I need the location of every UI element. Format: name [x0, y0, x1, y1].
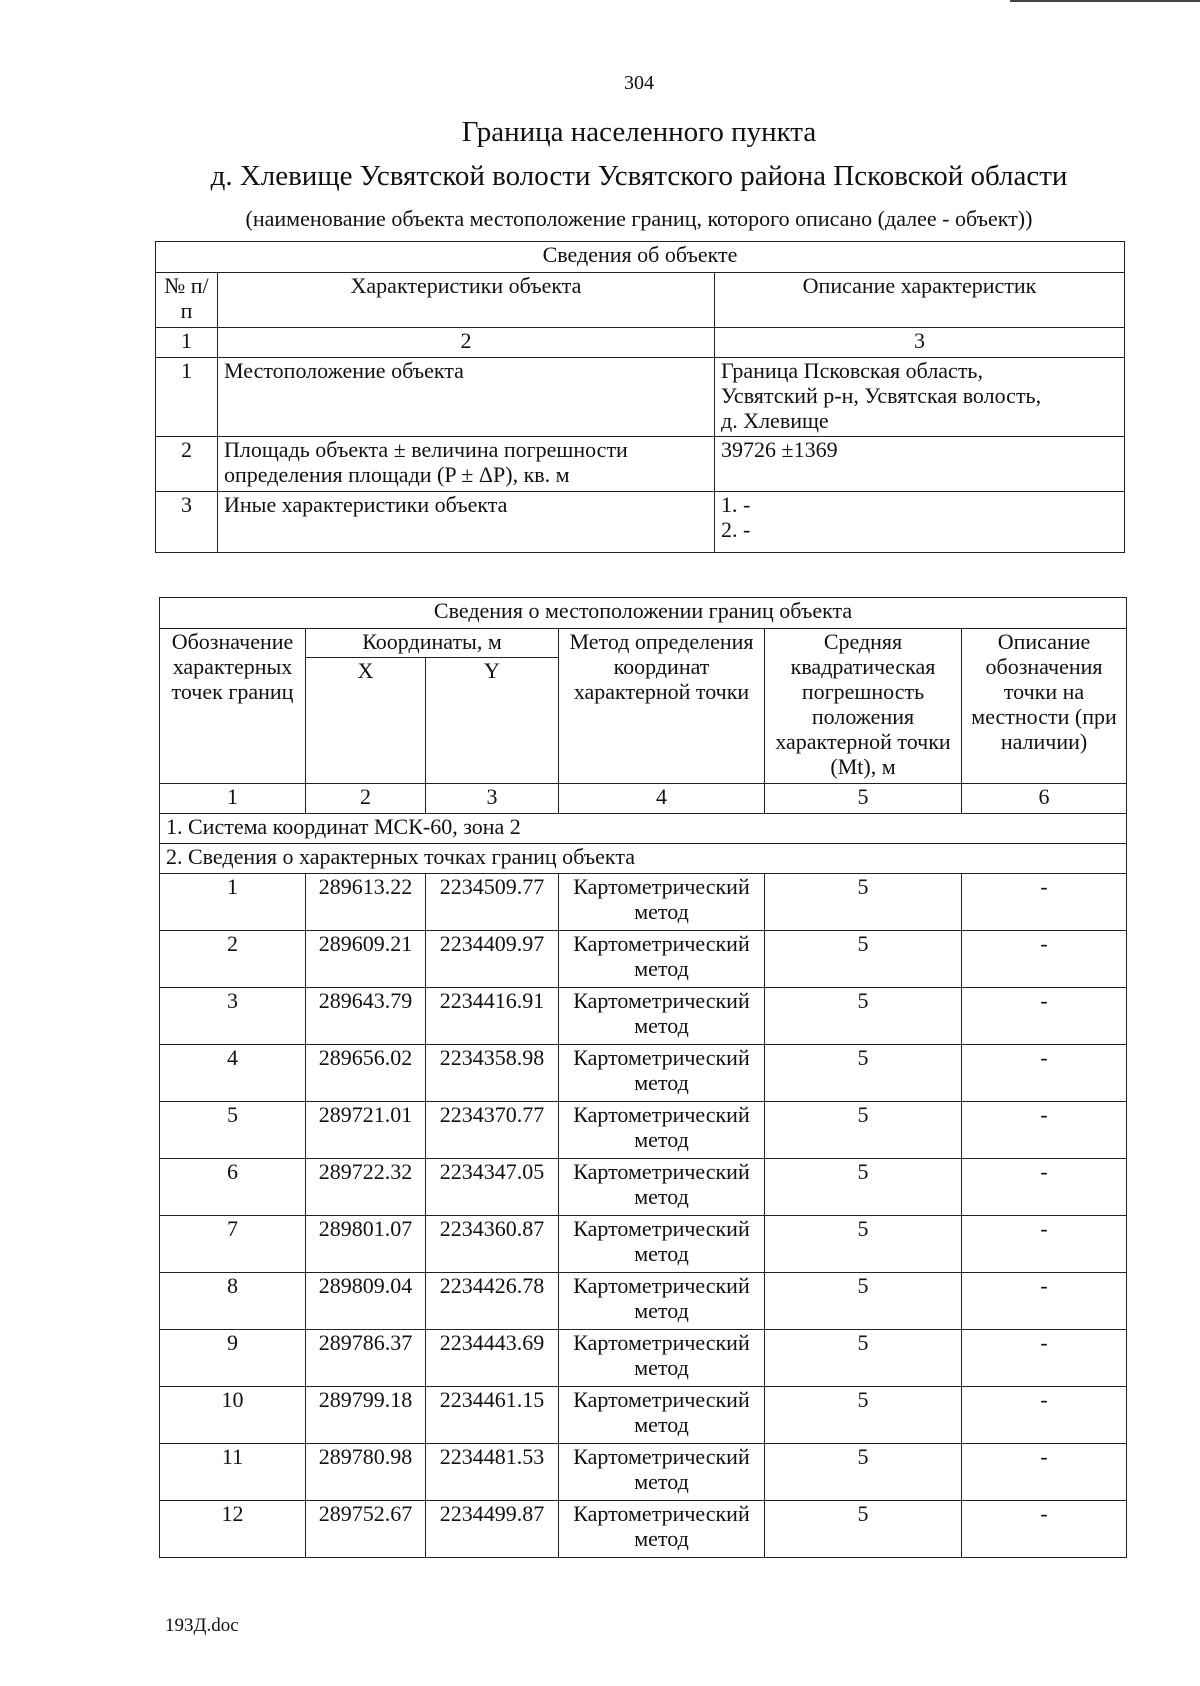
row-name: Иные характеристики объекта	[218, 492, 715, 553]
header-points: Обозначение характерных точек границ	[160, 629, 306, 784]
point-description: -	[962, 931, 1127, 988]
method-line: Картометрический	[573, 1330, 750, 1355]
point-number: 5	[160, 1102, 306, 1159]
error-value: 5	[765, 1387, 962, 1444]
description-line: 1. -	[721, 492, 751, 517]
table-row	[160, 1501, 1127, 1558]
point-description: -	[962, 1216, 1127, 1273]
error-value: 5	[765, 1045, 962, 1102]
method-line: Картометрический	[573, 1045, 750, 1070]
method-line: Картометрический	[573, 1159, 750, 1184]
coord-y: 2234360.87	[426, 1216, 559, 1273]
table-row	[160, 1387, 1127, 1444]
method-line: Картометрический	[573, 1501, 750, 1526]
point-description: -	[962, 988, 1127, 1045]
method	[559, 1045, 765, 1102]
description-line: д. Хлевище	[721, 408, 829, 433]
col-number: 4	[559, 784, 765, 814]
col-number: 2	[218, 328, 715, 358]
point-number: 12	[160, 1501, 306, 1558]
header-description: Описание характеристик	[715, 273, 1125, 328]
method-line: метод	[634, 1412, 689, 1437]
row-name: Местоположение объекта	[218, 358, 715, 437]
coord-x: 289643.79	[306, 988, 426, 1045]
point-description: -	[962, 1102, 1127, 1159]
method-line: метод	[634, 1355, 689, 1380]
coord-x: 289609.21	[306, 931, 426, 988]
table-row	[160, 1102, 1127, 1159]
table-row	[160, 1216, 1127, 1273]
point-number: 8	[160, 1273, 306, 1330]
table-row	[160, 1330, 1127, 1387]
header-error: Средняя квадратическая погрешность положения характерной точки (Mt), м	[765, 629, 962, 784]
row-num: 1	[156, 358, 218, 437]
point-number: 1	[160, 874, 306, 931]
object-table-caption: Сведения об объекте	[156, 242, 1125, 273]
table-row	[160, 1273, 1127, 1330]
coord-y: 2234443.69	[426, 1330, 559, 1387]
point-description: -	[962, 1159, 1127, 1216]
method	[559, 1159, 765, 1216]
error-value: 5	[765, 1216, 962, 1273]
method-line: метод	[634, 956, 689, 981]
coord-x: 289613.22	[306, 874, 426, 931]
description-line: 2. -	[721, 517, 751, 542]
method	[559, 1273, 765, 1330]
coord-y: 2234358.98	[426, 1045, 559, 1102]
method-line: метод	[634, 899, 689, 924]
method	[559, 874, 765, 931]
method	[559, 931, 765, 988]
row-name	[218, 437, 715, 492]
point-number: 10	[160, 1387, 306, 1444]
method	[559, 1501, 765, 1558]
coord-x: 289722.32	[306, 1159, 426, 1216]
point-description: -	[962, 1501, 1127, 1558]
section-coordinate-system: 1. Система координат МСК-60, зона 2	[160, 814, 1127, 844]
document-subtitle: (наименование объекта местоположение границ, которого описано (далее - объект))	[245, 206, 1033, 231]
coord-y: 2234409.97	[426, 931, 559, 988]
method	[559, 1102, 765, 1159]
coord-y: 2234499.87	[426, 1501, 559, 1558]
header-x: X	[306, 658, 426, 784]
description-line: Усвятский р-н, Усвятская волость,	[721, 383, 1042, 408]
header-y: Y	[426, 658, 559, 784]
error-value: 5	[765, 1444, 962, 1501]
row-num: 3	[156, 492, 218, 553]
scan-edge-line	[1010, 0, 1200, 2]
col-number: 1	[156, 328, 218, 358]
row-description	[715, 358, 1125, 437]
point-number: 2	[160, 931, 306, 988]
coord-x: 289809.04	[306, 1273, 426, 1330]
col-number: 2	[306, 784, 426, 814]
point-number: 6	[160, 1159, 306, 1216]
method-line: Картометрический	[573, 1102, 750, 1127]
row-description: 39726 ±1369	[715, 437, 1125, 492]
method-line: метод	[634, 1070, 689, 1095]
table-row	[160, 1444, 1127, 1501]
method-line: метод	[634, 1184, 689, 1209]
col-number: 1	[160, 784, 306, 814]
method-line: Картометрический	[573, 874, 750, 899]
col-number: 5	[765, 784, 962, 814]
method-line: метод	[634, 1013, 689, 1038]
method-line: метод	[634, 1127, 689, 1152]
point-description: -	[962, 874, 1127, 931]
method	[559, 1216, 765, 1273]
name-line: Площадь объекта ± величина погрешности	[224, 437, 628, 462]
method	[559, 1444, 765, 1501]
col-number: 3	[715, 328, 1125, 358]
page-number: 304	[624, 72, 654, 94]
method-line: Картометрический	[573, 1273, 750, 1298]
method-line: метод	[634, 1526, 689, 1551]
point-number: 3	[160, 988, 306, 1045]
description-line: Граница Псковская область,	[721, 358, 983, 383]
coord-x: 289799.18	[306, 1387, 426, 1444]
error-value: 5	[765, 874, 962, 931]
point-description: -	[962, 1330, 1127, 1387]
section-points-info: 2. Сведения о характерных точках границ объекта	[160, 844, 1127, 874]
error-value: 5	[765, 931, 962, 988]
col-number: 6	[962, 784, 1127, 814]
object-info-table	[155, 241, 1125, 553]
coord-y: 2234481.53	[426, 1444, 559, 1501]
coord-x: 289801.07	[306, 1216, 426, 1273]
method	[559, 988, 765, 1045]
point-number: 4	[160, 1045, 306, 1102]
method	[559, 1387, 765, 1444]
error-value: 5	[765, 1273, 962, 1330]
point-number: 9	[160, 1330, 306, 1387]
method-line: метод	[634, 1298, 689, 1323]
coord-x: 289786.37	[306, 1330, 426, 1387]
coord-y: 2234370.77	[426, 1102, 559, 1159]
coord-y: 2234509.77	[426, 874, 559, 931]
method-line: Картометрический	[573, 1387, 750, 1412]
method-line: Картометрический	[573, 1444, 750, 1469]
coord-x: 289656.02	[306, 1045, 426, 1102]
method-line: Картометрический	[573, 931, 750, 956]
error-value: 5	[765, 1102, 962, 1159]
boundary-table-caption: Сведения о местоположении границ объекта	[160, 598, 1127, 629]
point-description: -	[962, 1273, 1127, 1330]
header-method: Метод определения координат характерной точки	[559, 629, 765, 784]
point-number: 7	[160, 1216, 306, 1273]
coord-x: 289752.67	[306, 1501, 426, 1558]
coord-x: 289780.98	[306, 1444, 426, 1501]
row-num: 2	[156, 437, 218, 492]
method	[559, 1330, 765, 1387]
name-line: определения площади (P ± ΔP), кв. м	[224, 462, 570, 487]
point-number: 11	[160, 1444, 306, 1501]
method-line: метод	[634, 1241, 689, 1266]
coord-y: 2234416.91	[426, 988, 559, 1045]
table-row	[160, 931, 1127, 988]
coord-y: 2234426.78	[426, 1273, 559, 1330]
point-description: -	[962, 1444, 1127, 1501]
table-row	[160, 1045, 1127, 1102]
error-value: 5	[765, 1501, 962, 1558]
table-row	[160, 988, 1127, 1045]
document-title: Граница населенного пункта	[461, 116, 817, 148]
header-characteristic: Характеристики объекта	[218, 273, 715, 328]
point-description: -	[962, 1045, 1127, 1102]
col-number: 3	[426, 784, 559, 814]
error-value: 5	[765, 988, 962, 1045]
method-line: Картометрический	[573, 988, 750, 1013]
header-point-description: Описание обозначения точки на местности (при наличии)	[962, 629, 1127, 784]
boundary-coordinates-table	[159, 597, 1127, 1558]
header-coordinates: Координаты, м	[306, 629, 559, 658]
footer-filename: 193Д.doc	[165, 1615, 239, 1636]
error-value: 5	[765, 1330, 962, 1387]
coord-y: 2234347.05	[426, 1159, 559, 1216]
point-description: -	[962, 1387, 1127, 1444]
points-body	[160, 874, 1127, 1558]
error-value: 5	[765, 1159, 962, 1216]
method-line: Картометрический	[573, 1216, 750, 1241]
row-description	[715, 492, 1125, 553]
table-row	[160, 1159, 1127, 1216]
method-line: метод	[634, 1469, 689, 1494]
coord-y: 2234461.15	[426, 1387, 559, 1444]
document-subject: д. Хлевище Усвятской волости Усвятского района Псковской области	[210, 160, 1068, 192]
header-num: № п/п	[156, 273, 218, 328]
table-row	[160, 874, 1127, 931]
coord-x: 289721.01	[306, 1102, 426, 1159]
